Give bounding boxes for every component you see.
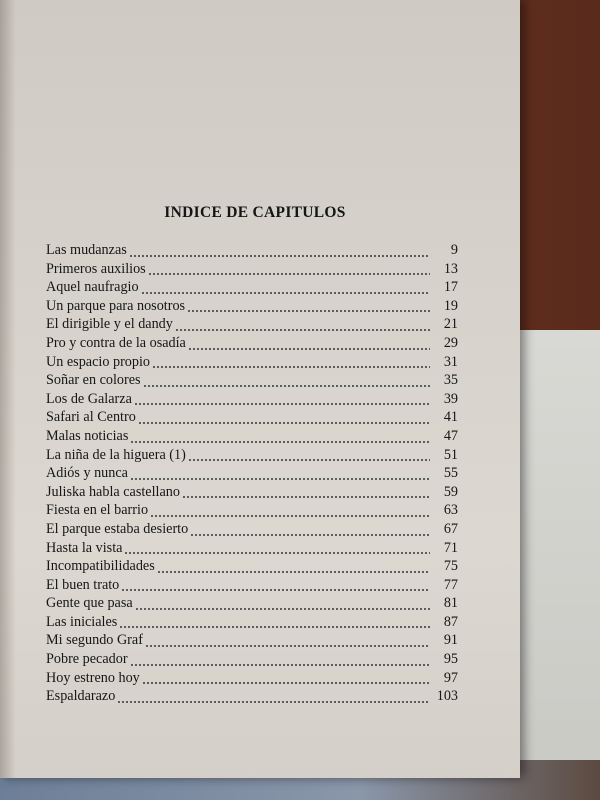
- toc-entry: [46, 409, 458, 428]
- page-number: 13: [443, 260, 458, 277]
- page-number: 75: [443, 558, 458, 575]
- page-number: 21: [443, 316, 458, 333]
- toc-entry: [46, 391, 458, 410]
- page-number: 55: [443, 465, 458, 482]
- dot-leader: [141, 281, 430, 295]
- chapter-title: Las iniciales: [46, 613, 118, 630]
- dot-leader: [124, 541, 430, 555]
- chapter-title: Hasta la vista: [46, 539, 123, 556]
- toc-entry: [46, 521, 458, 540]
- toc-entry: [46, 279, 458, 298]
- chapter-title: Aquel naufragio: [46, 279, 139, 296]
- toc-entry: [46, 484, 458, 503]
- page-number: 77: [443, 576, 458, 593]
- page-number: 91: [443, 632, 458, 649]
- dot-leader: [119, 615, 430, 629]
- page-number: 87: [443, 613, 458, 630]
- toc-entry: [46, 465, 458, 484]
- dot-leader: [175, 318, 430, 332]
- toc-entry: [46, 316, 458, 335]
- chapter-title: Las mudanzas: [46, 242, 127, 258]
- chapter-title: Juliska habla castellano: [46, 483, 180, 500]
- page-number: 35: [443, 372, 458, 389]
- toc-entry: [46, 577, 458, 596]
- chapter-title: Mi segundo Graf: [46, 632, 143, 649]
- dot-leader: [190, 523, 430, 537]
- dot-leader: [143, 374, 430, 388]
- chapter-title: Un parque para nosotros: [46, 297, 186, 314]
- dot-leader: [188, 337, 430, 351]
- toc-entry: [46, 632, 458, 651]
- toc-entry: [46, 651, 458, 670]
- page-number: 97: [443, 669, 458, 686]
- toc-list: [46, 242, 458, 707]
- dot-leader: [121, 578, 430, 592]
- chapter-title: Soñar en colores: [46, 372, 141, 389]
- chapter-title: Safari al Centro: [46, 409, 136, 426]
- page-number: 59: [443, 483, 458, 500]
- chapter-title: Primeros auxilios: [46, 260, 146, 277]
- page-number: 31: [443, 353, 458, 370]
- dot-leader: [129, 244, 430, 258]
- page-number: 47: [443, 427, 458, 444]
- page-number: 9: [450, 242, 458, 258]
- page-number: 41: [443, 409, 458, 426]
- chapter-title: Pro y contra de la osadía: [46, 334, 186, 351]
- toc-entry: [46, 428, 458, 447]
- page-number: 51: [443, 446, 458, 463]
- chapter-title: El dirigible y el dandy: [46, 316, 173, 333]
- page-number: 63: [443, 502, 458, 519]
- toc-entry: [46, 354, 458, 373]
- toc-entry: [46, 447, 458, 466]
- dot-leader: [187, 299, 430, 313]
- page-number: 67: [443, 520, 458, 537]
- toc-entry: [46, 502, 458, 521]
- dot-leader: [148, 262, 430, 276]
- page-number: 103: [436, 688, 458, 705]
- dot-leader: [157, 560, 430, 574]
- page-number: 19: [443, 297, 458, 314]
- dot-leader: [130, 430, 430, 444]
- toc-entry: [46, 540, 458, 559]
- chapter-title: Espaldarazo: [46, 688, 116, 705]
- chapter-title: La niña de la higuera (1): [46, 446, 186, 463]
- chapter-title: Los de Galarza: [46, 390, 132, 407]
- toc-title: INDICE DE CAPITULOS: [164, 204, 346, 221]
- dot-leader: [142, 671, 430, 685]
- toc-entry: [46, 614, 458, 633]
- dot-leader: [145, 634, 430, 648]
- dot-leader: [182, 485, 430, 499]
- chapter-title: Incompatibilidades: [46, 558, 155, 575]
- toc-entry: [46, 298, 458, 317]
- chapter-title: El buen trato: [46, 576, 120, 593]
- dot-leader: [130, 653, 430, 667]
- page-number: 71: [443, 539, 458, 556]
- chapter-title: Pobre pecador: [46, 651, 128, 668]
- chapter-title: Fiesta en el barrio: [46, 502, 149, 519]
- toc-entry: [46, 242, 458, 261]
- dot-leader: [134, 392, 430, 406]
- chapter-title: Un espacio propio: [46, 353, 151, 370]
- toc-entry: [46, 670, 458, 689]
- page-number: 95: [443, 651, 458, 668]
- chapter-title: Gente que pasa: [46, 595, 133, 612]
- dot-leader: [188, 448, 430, 462]
- dot-leader: [150, 504, 430, 518]
- toc-entry: [46, 261, 458, 280]
- dot-leader: [152, 355, 430, 369]
- toc-entry: [46, 595, 458, 614]
- chapter-title: Adiós y nunca: [46, 465, 128, 482]
- chapter-title: Hoy estreno hoy: [46, 669, 140, 686]
- chapter-title: El parque estaba desierto: [46, 520, 189, 537]
- dot-leader: [117, 690, 430, 704]
- page-number: 81: [443, 595, 458, 612]
- toc-entry: [46, 558, 458, 577]
- toc-entry: [46, 372, 458, 391]
- dot-leader: [138, 411, 430, 425]
- page-number: 17: [443, 279, 458, 296]
- dot-leader: [135, 597, 430, 611]
- toc-entry: [46, 335, 458, 354]
- dot-leader: [130, 467, 430, 481]
- toc-entry: [46, 688, 458, 707]
- page-number: 39: [443, 390, 458, 407]
- page-number: 29: [443, 334, 458, 351]
- chapter-title: Malas noticias: [46, 427, 129, 444]
